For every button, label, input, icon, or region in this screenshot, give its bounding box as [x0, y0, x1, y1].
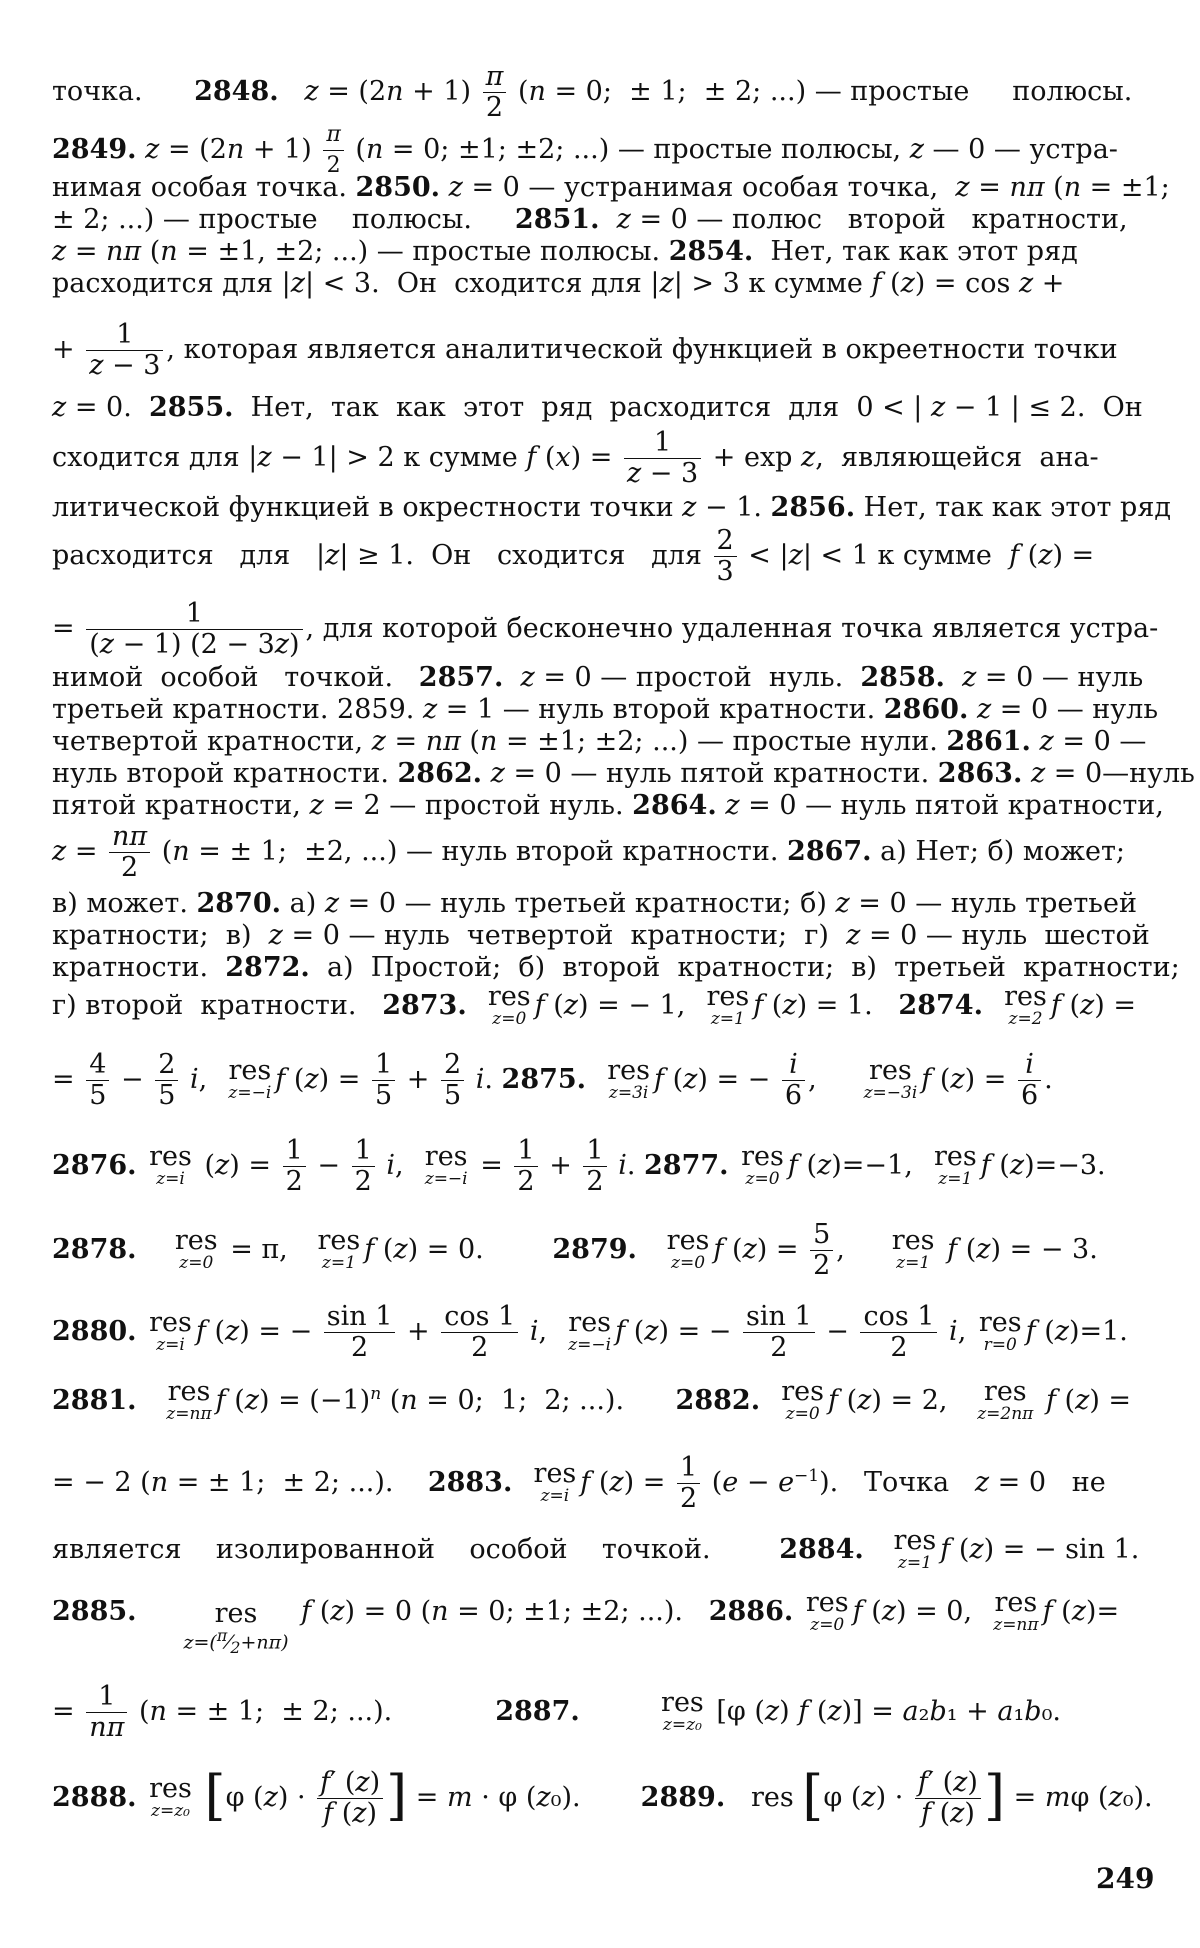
text-line: ± 2; ...) — простые полюсы. 2851. z = 0 — полюс второй кратности,: [52, 204, 1128, 235]
text-line: + $\frac{1}{z - 3}$ , которая является аналитической функцией в окреетности точки: [52, 319, 1118, 381]
text-line: литической функцией в окрестности точки z − 1. 2856. Нет, так как этот ряд: [52, 492, 1171, 523]
text-line: кратности; в) z = 0 — нуль четвертой кратности; г) z = 0 — нуль шестой: [52, 920, 1150, 951]
text-line: z = 0. 2855. Нет, так как этот ряд расходится для 0 < | z − 1 | ≤ 2. Он: [52, 392, 1143, 423]
text-line: нимая особая точка. 2850. z = 0 — устранимая особая точка, z = nπ (n = ±1;: [52, 172, 1170, 203]
text-line: г) второй кратности. 2873. res z=0 f (z) = − 1, res z=1 f (z) = 1. 2874. res z=2 f (z) =: [52, 981, 1136, 1029]
text-line: в) может. 2870. а) z = 0 — нуль третьей кратности; б) z = 0 — нуль третьей: [52, 888, 1137, 919]
text-line: является изолированной особой точкой. 2884. res z=1 f (z) = − sin 1.: [52, 1525, 1140, 1573]
text-line: 2888. res z=z₀ [φ (z) · $\frac{f' (z)}{f (z)}$ ] = m · φ (z₀). 2889. res [φ (z) · $\frac{f' (z)}{f (z)}$ ] = mφ (z₀).: [52, 1764, 1153, 1829]
text-line: сходится для |z − 1| > 2 к сумме f (x) = $\frac{1}{z - 3}$ + exp z, являющейся ана-: [52, 427, 1099, 489]
text-line: 2881. res z=nπ f $(z) = (-1)^n$ (n = 0; 1; 2; ...). 2882. res z=0 f (z) = 2, res z=2nπ f (z) =: [52, 1376, 1132, 1424]
text-line: пятой кратности, z = 2 — простой нуль. 2864. z = 0 — нуль пятой кратности,: [52, 790, 1164, 821]
text-line: z = $\frac{n\pi}{2}$ (n = ± 1; ±2, ...) — нуль второй кратности. 2867. а) Нет; б) может;: [52, 821, 1125, 883]
text-line: 2849. z = (2n + 1) $\frac{\pi}{2}$ (n = 0; ±1; ±2; ...) — простые полюсы, z — 0 — устра-: [52, 122, 1118, 178]
text-line: 2880. res z=i f (z) = − $\frac{\sin 1}{2}$ + $\frac{\cos 1}{2}$ i, res z=−i f (z) = − $\frac{\sin 1}{2}$ − $\frac{\cos 1}{2}$ i, res r=0 f (z)=1.: [52, 1301, 1128, 1363]
page-number: 249: [1096, 1862, 1155, 1895]
text-line: четвертой кратности, z = nπ (n = ±1; ±2; ...) — простые нули. 2861. z = 0 —: [52, 726, 1147, 757]
text-line: нуль второй кратности. 2862. z = 0 — нуль пятой кратности. 2863. z = 0—нуль: [52, 758, 1195, 789]
text-line: кратности. 2872. а) Простой; б) второй кратности; в) третьей кратности;: [52, 952, 1180, 983]
text-line: 2885. res $z=(^\pi⁄_2+n\pi)$ f (z) = 0 (n = 0; ±1; ±2; ...). 2886. res z=0 f (z) = 0, res z=nπ f (z)=: [52, 1587, 1120, 1657]
text-line: = − 2 (n = ± 1; ± 2; ...). 2883. res z=i f (z) = $\frac{1}{2}$ $(e - e^{-1})$. Точка z = 0 не: [52, 1452, 1106, 1514]
text-line: = $\frac{1}{n\pi}$ (n = ± 1; ± 2; ...). 2887. res z=z₀ [φ (z) f (z)] = a₂b₁ + a₁b₀.: [52, 1681, 1061, 1743]
text-line: точка. 2848. z = (2n + 1) $\frac{\pi}{2}$ (n = 0; ± 1; ± 2; ...) — простые полюсы.: [52, 61, 1133, 123]
text-line: z = nπ (n = ±1, ±2; ...) — простые полюсы. 2854. Нет, так как этот ряд: [52, 236, 1078, 267]
text-line: третьей кратности. 2859. z = 1 — нуль второй кратности. 2860. z = 0 — нуль: [52, 694, 1159, 725]
text-line: нимой особой точкой. 2857. z = 0 — простой нуль. 2858. z = 0 — нуль: [52, 662, 1144, 693]
text-line: 2876. res z=i (z) = $\frac{1}{2}$ − $\frac{1}{2}$ i, res z=−i = $\frac{1}{2}$ + $\frac{1}{2}$ i. 2877. res z=0 f (z)=−1, res z=1 f (z)=−3.: [52, 1135, 1106, 1197]
text-line: = $\frac{4}{5}$ − $\frac{2}{5}$ i, res z=−i f (z) = $\frac{1}{5}$ + $\frac{2}{5}$ i. 2875. res z=3i f (z) = − $\frac{i}{6}$ , res z=−3i f (z) = $\frac{i}{6}$ .: [52, 1049, 1053, 1111]
text-line: = $\frac{1}{(z - 1) (2 - 3z)}$ , для которой бесконечно удаленная точка является устра-: [52, 598, 1159, 660]
text-line: 2878. res z=0 = π, res z=1 f (z) = 0. 2879. res z=0 f (z) = $\frac{5}{2}$ , res z=1 f (z) = − 3.: [52, 1219, 1098, 1281]
text-line: расходится для |z| < 3. Он сходится для |z| > 3 к сумме f (z) = cos z +: [52, 268, 1065, 299]
text-line: расходится для |z| ≥ 1. Он сходится для $\frac{2}{3}$ < |z| < 1 к сумме f (z) =: [52, 525, 1095, 587]
